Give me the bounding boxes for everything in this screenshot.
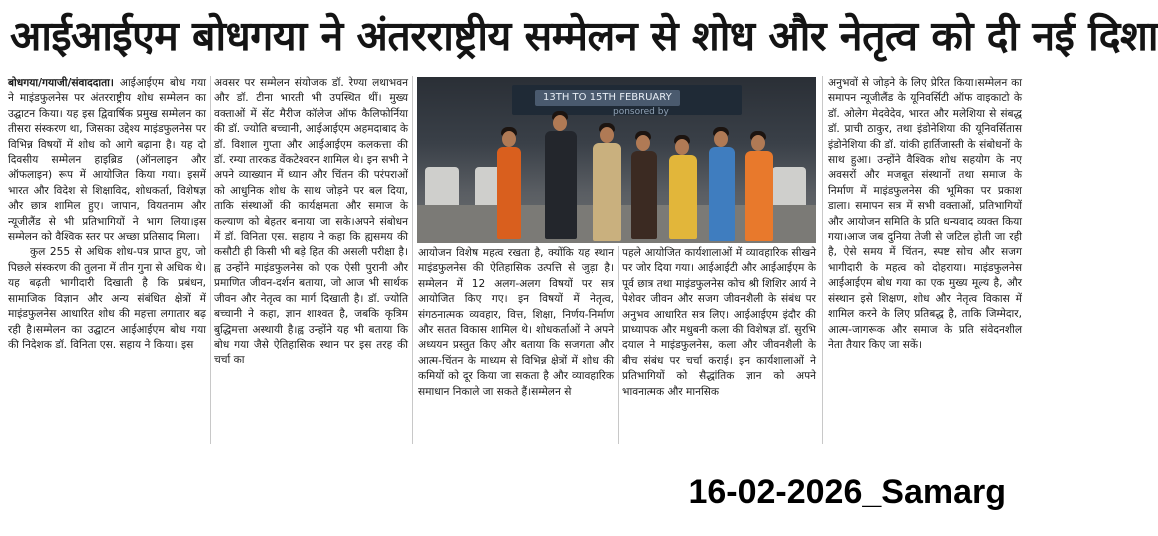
column-rule <box>210 76 211 444</box>
date-stamp: 16-02-2026_Samarg <box>688 473 1006 511</box>
event-photo <box>417 77 816 243</box>
paragraph-4: आयोजन विशेष महत्व रखता है, क्योंकि यह स्थान माइंडफुलनेस की ऐतिहासिक उत्पत्ति से जुड़ा है।सम्मेलन में 12 अलग-अलग विषयों पर सत्र आयोजित किए गए। इन विषयों में नेतृत्व, संगठनात्मक व्यवहार, वित्त, शिक्षा, निर्णय-निर्माण और सतत विकास शामिल थे। शोधकर्ताओं ने अपने अध्ययन प्रस्तुत किए और बताया कि सजगता और आत्म-चिंतन के माध्यम से विभिन्न क्षेत्रों में शोध की कमियों को दूर किया जा सकता है और व्यावहारिक समाधान निकाले जा सकते हैं।सम्मेलन से <box>418 247 614 398</box>
dateline: बोधगया/गयाजी/संवाददाता। <box>8 77 114 89</box>
column-rule <box>618 246 619 444</box>
column-rule <box>412 76 413 444</box>
photo-banner-text: 13TH TO 15TH FEBRUARY <box>535 90 680 106</box>
paragraph-2: कुल 255 से अधिक शोध-पत्र प्राप्त हुए, जो पिछले संस्करण की तुलना में तीन गुना से अधिक थे। यह बढ़ती भागीदारी दिखाती है कि प्रबंधन, सामाजिक विज्ञान और अन्य संबंधित क्षेत्रों में माइंडफुलनेस आधारित शोध की महत्ता लगातार बढ़ रही है।सम्मेलन का उद्घाटन आईआईएम बोध गया की निदेशक डॉ. विनिता एस. सहाय ने किया। इस <box>8 246 206 351</box>
paragraph-6: अनुभवों से जोड़ने के लिए प्रेरित किया।सम्मेलन का समापन न्यूजीलैंड के यूनिवर्सिटी ऑफ वाइकाटो के डॉ. ओलेग मेदवेदेव, भारत और मलेशिया से संबद्ध डॉ. प्राची ठाकुर, तथा इंडोनेशिया की यूनिवर्सितास इंडोनेशिया की डॉ. यांकी हार्तिजास्ती के संबोधनों के साथ हुआ। उन्होंने वैश्विक शोध सहयोग के नए अवसरों और मजबूत संस्थानों तथा समाज के निर्माण में माइंडफुलनेस की भूमिका पर प्रकाश डाला। समापन सत्र में सभी वक्ताओं, प्रतिभागियों और आयोजन समिति के प्रति धन्यवाद व्यक्त किया गया।आज जब दुनिया तेजी से जटिल होती जा रही है, ऐसे समय में चिंतन, स्पष्ट सोच और सजग भागीदारी के महत्व को दोहराया। माइंडफुलनेस आईआईएम बोध गया का एक मुख्य मूल्य है, और संस्थान इसे शिक्षण, शोध और नेतृत्व विकास में शामिल करने के लिए प्रतिबद्ध है, ताकि जिम्मेदार, आत्म-जागरूक और समाज के प्रति संवेदनशील नेता तैयार किए जा सकें। <box>828 77 1022 351</box>
paragraph-1-text: आईआईएम बोध गया ने माइंडफुलनेस पर अंतरराष्ट्रीय शोध सम्मेलन का उद्घाटन किया। यह इस द्विवार्षिक प्रमुख सम्मेलन का तीसरा संस्करण था, जिसका उद्देश्य माइंडफुलनेस पर विभिन्न विषयों में शोध को आगे बढ़ाना है। यह दो दिवसीय सम्मेलन हाइब्रिड (ऑनलाइन और ऑफलाइन) रूप में आयोजित किया गया। इसमें भारत और विदेश से शिक्षाविद, शोधकर्ता, विशेषज्ञ और छात्र शामिल हुए। जापान, वियतनाम और न्यूजीलैंड से भी प्रतिभागियों ने भाग लिया।इस सम्मेलन को वैश्विक स्तर पर अच्छा प्रतिसाद मिला। <box>8 77 206 244</box>
photo-sponsor-text: ponsored by <box>613 107 669 117</box>
column-rule <box>822 76 823 444</box>
article-column-2 <box>214 76 408 444</box>
article-column-1 <box>8 76 206 444</box>
headline: आईआईएम बोधगया ने अंतरराष्ट्रीय सम्मेलन से शोध और नेतृत्व को दी नई दिशा <box>10 12 1158 60</box>
article-column-3 <box>418 246 614 444</box>
article-column-5 <box>828 76 1022 444</box>
paragraph-5: पहले आयोजित कार्यशालाओं में व्यावहारिक सीखने पर जोर दिया गया। आईआईटी और आईआईएम के पूर्व छात्र तथा माइंडफुलनेस कोच श्री शिशिर आर्य ने पेशेवर जीवन और सजग जीवनशैली के संबंध पर अनुभव आधारित सत्र लिए। आईआईएम इंदौर की प्राध्यापक और मधुबनी कला की विशेषज्ञ डॉ. सुरभि दयाल ने माइंडफुलनेस, कला और जीवनशैली के बीच संबंध पर चर्चा कराई। इन कार्यशालाओं ने प्रतिभागियों को सैद्धांतिक ज्ञान को अपने भावनात्मक और मानसिक <box>622 247 816 398</box>
paragraph-3: अवसर पर सम्मेलन संयोजक डॉ. रेण्या लथाभवन और डॉ. टीना भारती भी उपस्थित थीं। मुख्य वक्ताओं में सेंट मैरीज कॉलेज ऑफ कैलिफोर्निया की डॉ. ज्योति बच्चानी, आईआईएम अहमदाबाद के डॉ. विशाल गुप्ता और आईआईएम कलकत्ता की डॉ. रम्या तारकड वेंकटेश्वरन शामिल थे। इन सभी ने अपने व्याख्यान में ध्यान और चिंतन की परंपराओं को आधुनिक शोध के साथ जोड़ने पर बल दिया, ताकि संस्थाओं की कार्यक्षमता और समाज के कल्याण को बेहतर बनाया जा सके।अपने संबोधन में डॉ. विनिता एस. सहाय ने कहा कि ह्यसमय की कसौटी ही किसी भी बड़े हित की असली परीक्षा है।ह्व उन्होंने माइंडफुलनेस को एक ऐसी पुरानी और प्रमाणित जीवन-दर्शन बताया, जो आज भी सार्थक जीवन और नेतृत्व का मार्ग दिखाती है। डॉ. ज्योति बच्चानी ने कहा, ज्ञान शाश्वत है, जबकि कृत्रिम बुद्धिमत्ता अस्थायी है।ह्व उन्होंने यह भी बताया कि बोध गया जैसे ऐतिहासिक स्थान पर इस तरह की चर्चा का <box>214 77 408 367</box>
article-column-4 <box>622 246 816 444</box>
paragraph-1 <box>8 76 206 245</box>
